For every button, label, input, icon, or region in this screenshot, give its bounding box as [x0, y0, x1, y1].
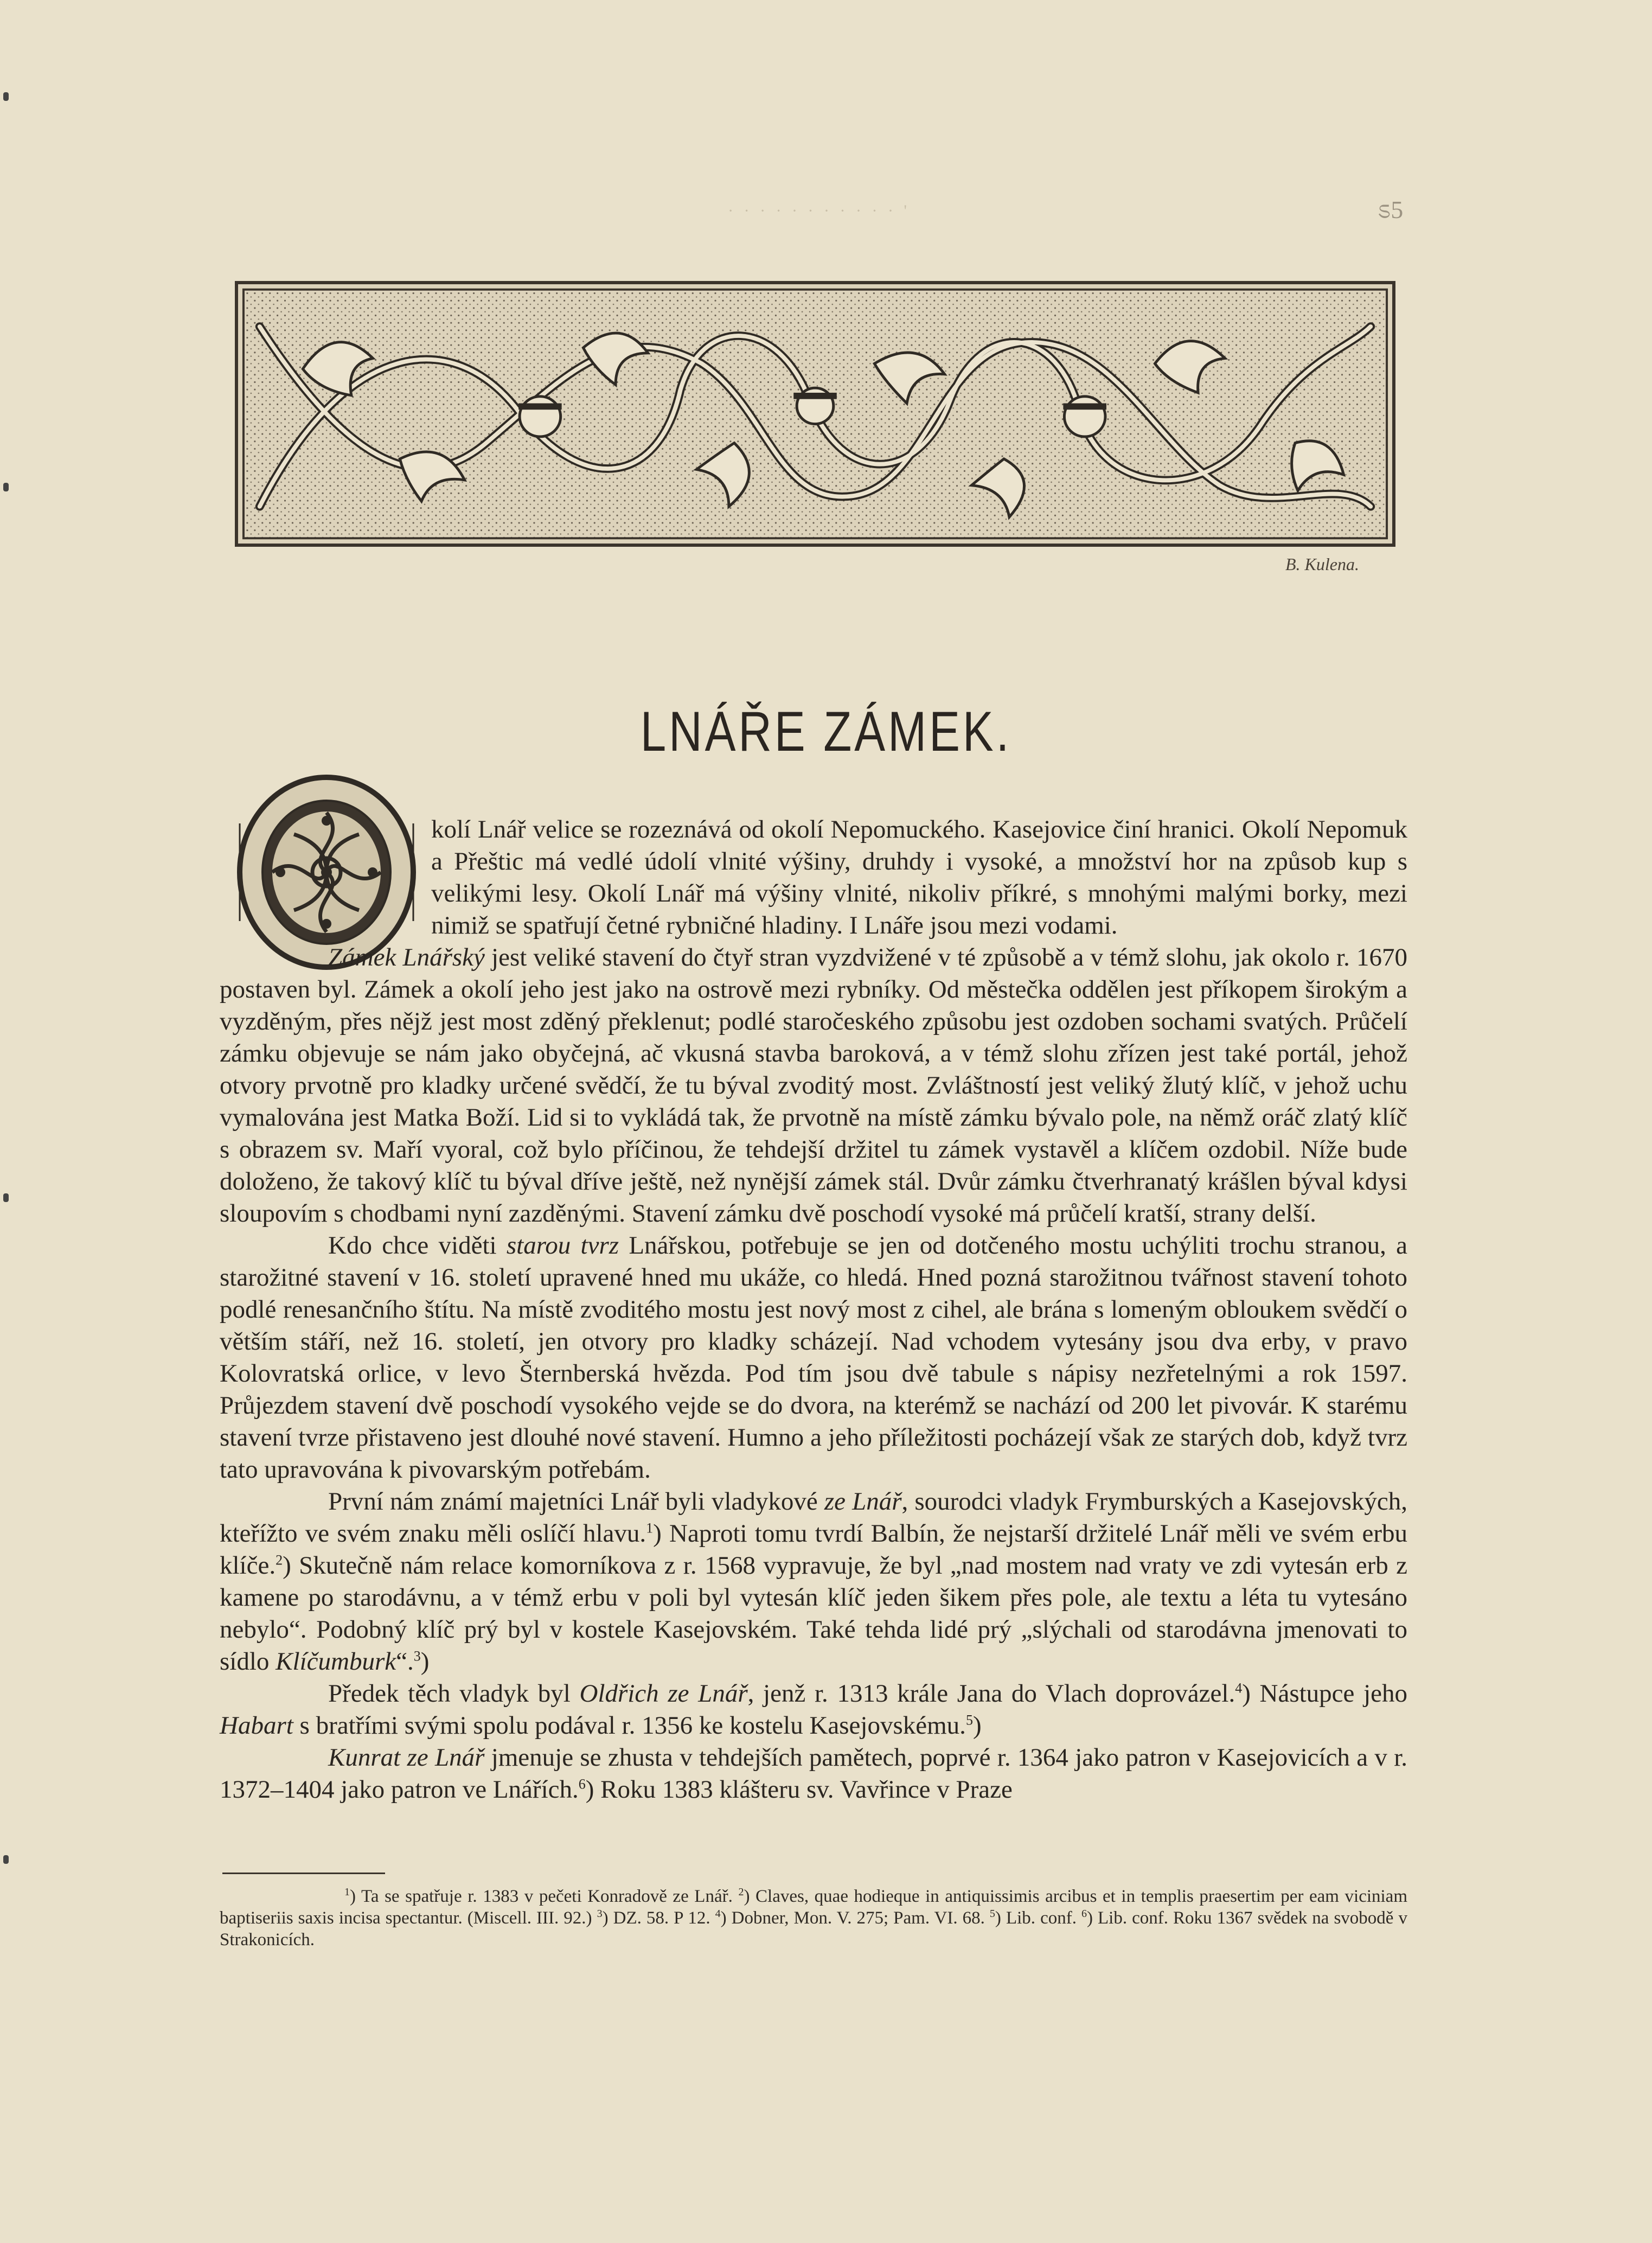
ornamental-headpiece — [235, 281, 1395, 547]
artist-signature: B. Kulena. — [1285, 554, 1359, 574]
paragraph-ancestor: Předek těch vladyk byl Oldřich ze Lnář, jenž r. 1313 krále Jana do Vlach doprovázel.$^4$) Nástupce jeho Habart s bratřími svými spolu podával r. 1356 ke kostelu Kasejovskému.$^5$) — [220, 1679, 1407, 1740]
footnote-divider — [222, 1873, 385, 1874]
paragraph-kunrat: Kunrat ze Lnář jmenuje se zhusta v tehdejších pamětech, poprvé r. 1364 jako patron v Kasejovicích a v r. 1372–1404 jako patron ve Lnářích.$^6$) Roku 1383 klášteru sv. Vavřince v Praze — [220, 1743, 1407, 1804]
article-body — [220, 814, 1407, 1806]
interlace-ornament-icon — [238, 284, 1392, 544]
binding-mark — [3, 483, 9, 491]
footnote-block: $^1$) Ta se spatřuje r. 1383 v pečeti Konradově ze Lnář. $^2$) Claves, quae hodieque in antiquissimis arcibus et in templis praesertim per eam viciniam baptiseriis saxis incisa spectantur. (Miscell. III. 92.) $^3$) DZ. 58. P 12. $^4$) Dobner, Mon. V. 275; Pam. VI. 68. $^5$) Lib. conf. $^6$) Lib. conf. Roku 1367 svědek na svobodě v Strakonicích. — [220, 1886, 1407, 1950]
paragraph-owners: První nám známí majetníci Lnář byli vladykové ze Lnář, sourodci vladyk Frymburských a Kasejovských, kteřížto ve svém znaku měli oslíčí hlavu.$^1$) Naproti tomu tvrdí Balbín, že nejstarší držitelé Lnář měli ve svém erbu klíče.$^2$) Skutečně nám relace komorníkova z r. 1568 vypravuje, že byl „nad mostem nad vraty ve zdi vytesán erb z kamene po starodávnu, a v témž erbu v poli byl vytesán klíč jeden šikem přes pole, ale textu a léta tu vytesáno nebylo“. Podobný klíč prý byl v kostele Kasejovském. Také tehda lidé prý „slýchali od starodávna jmenovati to sídlo Klíčumburk“.$^3$) — [220, 1487, 1407, 1676]
binding-mark — [3, 1855, 9, 1864]
page-number: ಽ5 — [1378, 196, 1404, 223]
footnotes — [220, 1886, 1407, 1951]
paragraph-fortress: Kdo chce viděti starou tvrz Lnářskou, potřebuje se jen od dotčeného mostu uchýliti trochu stranou, a starožitné stavení v 16. století upravené hned mu ukáže, co hledá. Hned pozná starožitnou tvářnost stavení tohoto podlé renesančního štítu. Na místě zvoditého mostu jest nový most z cihel, ale brána s lomeným obloukem svědčí o větším stáří, než 16. století, jen otvory pro kladky scházejí. Nad vchodem vytesány jsou dva erby, v pravo Kolovratská orlice, v levo Šternberská hvězda. Pod tím jsou dvě tabule s nápisy nezřetelnými a rok 1597. Průjezdem stavení dvě poschodí vysokého vejde se do dvora, na kterémž se nachází od 200 let pivovár. K starému stavení tvrze přistaveno jest dlouhé nové stavení. Humno a jeho příležitosti pocházejí však ze starých dob, když tvrz tato upravována k pivovarským potřebám. — [220, 1231, 1407, 1484]
running-header: · · · · · · · · · · · ' — [728, 202, 910, 220]
page-title: LNÁŘE ZÁMEK. — [640, 700, 1012, 763]
binding-mark — [3, 92, 9, 101]
paragraph-intro: kolí Lnář velice se rozeznává od okolí Nepomuckého. Kasejovice činí hranici. Okolí Nepomuk a Přeštic má vedlé údolí vlnité výšiny, druhdy i vysoké, a množství hor na způsob kup s velikými lesy. Okolí Lnář má výšiny vlnité, nikoliv příkré, s mnohými malými borky, mezi nimiž se spatřují četné rybničné hladiny. I Lnáře jsou mezi vodami. — [431, 815, 1407, 940]
paragraph-castle: Zámek Lnářský jest veliké stavení do čtyř stran vyzdvižené v té způsobě a v témž slohu, jak okolo r. 1670 postaven byl. Zámek a okolí jeho jest jako na ostrově mezi rybníky. Od městečka oddělen jest příkopem širokým a vyzděným, přes nějž jest most zděný překlenut; podlé staročeského způsobu jest ozdoben sochami svatých. Průčelí zámku objevuje se nám jako obyčejná, ač vkusná stavba baroková, a v témž slohu zřízen jest také portál, jehož otvory prvotně pro kladky určené svědčí, že tu býval zvoditý most. Zvláštností jest veliký žlutý klíč, v jehož uchu vymalována jest Matka Boží. Lid si to vykládá tak, že prvotně na místě zámku bývalo pole, na němž oráč zlatý klíč s obrazem sv. Maří vyoral, což bylo příčinou, že tehdejší držitel tu zámek vystavěl a klíčem ozdobil. Níže bude doloženo, že takový klíč tu býval dříve ještě, než nynější zámek stál. Dvůr zámku čtverhranatý krášlen býval kdysi sloupovím s chodbami nyní zazděnými. Stavení zámku dvě poschodí vysoké má průčelí kratší, strany delší. — [220, 943, 1407, 1228]
binding-mark — [3, 1193, 9, 1202]
